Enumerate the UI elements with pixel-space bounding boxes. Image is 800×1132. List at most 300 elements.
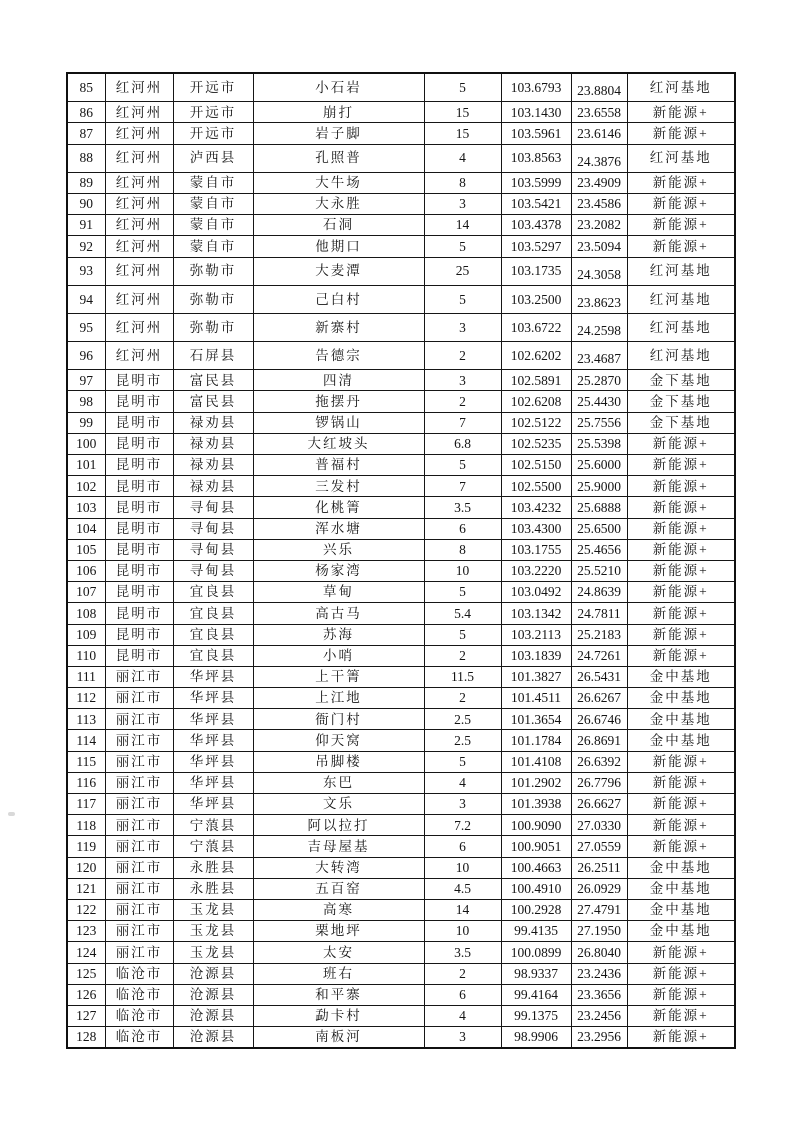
base-category-cell: 金下基地 (627, 370, 735, 391)
county-cell: 寻甸县 (173, 560, 253, 581)
site-name-cell: 和平寨 (253, 984, 424, 1005)
site-name-cell: 南板河 (253, 1027, 424, 1049)
site-name-cell: 东巴 (253, 772, 424, 793)
base-category-cell: 新能源+ (627, 603, 735, 624)
prefecture-cell: 红河州 (105, 342, 173, 370)
prefecture-cell: 红河州 (105, 172, 173, 193)
base-category-cell: 新能源+ (627, 1005, 735, 1026)
base-category-cell: 红河基地 (627, 285, 735, 313)
table-row (67, 370, 735, 391)
latitude-cell: 25.6888 (571, 497, 627, 518)
prefecture-cell: 丽江市 (105, 794, 173, 815)
site-name-cell: 孔照普 (253, 144, 424, 172)
row-number-cell: 103 (67, 497, 105, 518)
row-number-cell: 125 (67, 963, 105, 984)
county-cell: 沧源县 (173, 1005, 253, 1026)
site-name-cell: 草甸 (253, 582, 424, 603)
longitude-cell: 103.2220 (501, 560, 571, 581)
base-category-cell: 金中基地 (627, 688, 735, 709)
capacity-cell: 3.5 (424, 497, 501, 518)
row-number-cell: 127 (67, 1005, 105, 1026)
table-row (67, 645, 735, 666)
site-name-cell: 新寨村 (253, 313, 424, 341)
prefecture-cell: 昆明市 (105, 412, 173, 433)
prefecture-cell: 红河州 (105, 193, 173, 214)
site-name-cell: 吉母屋基 (253, 836, 424, 857)
latitude-cell: 25.5398 (571, 433, 627, 454)
row-number-cell: 99 (67, 412, 105, 433)
capacity-cell: 2 (424, 342, 501, 370)
county-cell: 沧源县 (173, 963, 253, 984)
latitude-cell: 24.3876 (571, 144, 627, 172)
prefecture-cell: 丽江市 (105, 751, 173, 772)
latitude-cell: 25.4430 (571, 391, 627, 412)
table-row (67, 963, 735, 984)
base-category-cell: 红河基地 (627, 73, 735, 102)
county-cell: 华坪县 (173, 666, 253, 687)
table-row (67, 603, 735, 624)
base-category-cell: 新能源+ (627, 560, 735, 581)
longitude-cell: 101.1784 (501, 730, 571, 751)
table-row (67, 285, 735, 313)
base-category-cell: 新能源+ (627, 645, 735, 666)
capacity-cell: 5 (424, 751, 501, 772)
latitude-cell: 23.5094 (571, 236, 627, 257)
capacity-cell: 5.4 (424, 603, 501, 624)
latitude-cell: 24.7811 (571, 603, 627, 624)
latitude-cell: 23.2456 (571, 1005, 627, 1026)
county-cell: 禄劝县 (173, 476, 253, 497)
site-name-cell: 衙门村 (253, 709, 424, 730)
row-number-cell: 91 (67, 215, 105, 236)
longitude-cell: 103.2500 (501, 285, 571, 313)
capacity-cell: 3 (424, 370, 501, 391)
prefecture-cell: 红河州 (105, 102, 173, 123)
capacity-cell: 2 (424, 963, 501, 984)
county-cell: 华坪县 (173, 730, 253, 751)
capacity-cell: 2 (424, 391, 501, 412)
county-cell: 开远市 (173, 73, 253, 102)
table-row (67, 921, 735, 942)
table-row (67, 412, 735, 433)
capacity-cell: 15 (424, 102, 501, 123)
site-name-cell: 上干箐 (253, 666, 424, 687)
longitude-cell: 103.1430 (501, 102, 571, 123)
site-name-cell: 栗地坪 (253, 921, 424, 942)
table-row (67, 193, 735, 214)
row-number-cell: 118 (67, 815, 105, 836)
prefecture-cell: 昆明市 (105, 518, 173, 539)
latitude-cell: 23.6146 (571, 123, 627, 144)
capacity-cell: 14 (424, 215, 501, 236)
row-number-cell: 93 (67, 257, 105, 285)
county-cell: 永胜县 (173, 857, 253, 878)
longitude-cell: 102.6202 (501, 342, 571, 370)
base-category-cell: 新能源+ (627, 836, 735, 857)
prefecture-cell: 红河州 (105, 257, 173, 285)
row-number-cell: 123 (67, 921, 105, 942)
longitude-cell: 103.1342 (501, 603, 571, 624)
site-name-cell: 三发村 (253, 476, 424, 497)
latitude-cell: 27.4791 (571, 899, 627, 920)
base-category-cell: 红河基地 (627, 144, 735, 172)
base-category-cell: 新能源+ (627, 518, 735, 539)
longitude-cell: 101.3654 (501, 709, 571, 730)
latitude-cell: 23.4909 (571, 172, 627, 193)
base-category-cell: 金中基地 (627, 666, 735, 687)
site-name-cell: 兴乐 (253, 539, 424, 560)
table-row (67, 899, 735, 920)
prefecture-cell: 昆明市 (105, 603, 173, 624)
site-name-cell: 班右 (253, 963, 424, 984)
row-number-cell: 120 (67, 857, 105, 878)
county-cell: 宜良县 (173, 624, 253, 645)
capacity-cell: 15 (424, 123, 501, 144)
row-number-cell: 105 (67, 539, 105, 560)
capacity-cell: 5 (424, 455, 501, 476)
county-cell: 开远市 (173, 123, 253, 144)
site-name-cell: 上江地 (253, 688, 424, 709)
base-category-cell: 新能源+ (627, 815, 735, 836)
row-number-cell: 102 (67, 476, 105, 497)
site-name-cell: 岩子脚 (253, 123, 424, 144)
county-cell: 永胜县 (173, 878, 253, 899)
longitude-cell: 103.8563 (501, 144, 571, 172)
base-category-cell: 金中基地 (627, 857, 735, 878)
row-number-cell: 95 (67, 313, 105, 341)
county-cell: 蒙自市 (173, 172, 253, 193)
county-cell: 华坪县 (173, 772, 253, 793)
latitude-cell: 25.7556 (571, 412, 627, 433)
site-name-cell: 大转湾 (253, 857, 424, 878)
table-row (67, 815, 735, 836)
capacity-cell: 3 (424, 794, 501, 815)
county-cell: 禄劝县 (173, 455, 253, 476)
base-category-cell: 金下基地 (627, 391, 735, 412)
row-number-cell: 106 (67, 560, 105, 581)
table-row (67, 433, 735, 454)
site-name-cell: 文乐 (253, 794, 424, 815)
prefecture-cell: 丽江市 (105, 730, 173, 751)
county-cell: 石屏县 (173, 342, 253, 370)
county-cell: 宜良县 (173, 582, 253, 603)
latitude-cell: 23.4687 (571, 342, 627, 370)
site-name-cell: 阿以拉打 (253, 815, 424, 836)
table-row (67, 857, 735, 878)
prefecture-cell: 临沧市 (105, 1027, 173, 1049)
row-number-cell: 121 (67, 878, 105, 899)
longitude-cell: 102.6208 (501, 391, 571, 412)
longitude-cell: 98.9906 (501, 1027, 571, 1049)
prefecture-cell: 红河州 (105, 285, 173, 313)
table-row (67, 236, 735, 257)
latitude-cell: 26.5431 (571, 666, 627, 687)
row-number-cell: 94 (67, 285, 105, 313)
prefecture-cell: 昆明市 (105, 539, 173, 560)
row-number-cell: 89 (67, 172, 105, 193)
latitude-cell: 26.6267 (571, 688, 627, 709)
row-number-cell: 126 (67, 984, 105, 1005)
row-number-cell: 108 (67, 603, 105, 624)
longitude-cell: 99.1375 (501, 1005, 571, 1026)
prefecture-cell: 丽江市 (105, 899, 173, 920)
base-category-cell: 红河基地 (627, 342, 735, 370)
latitude-cell: 24.8639 (571, 582, 627, 603)
site-name-cell: 石洞 (253, 215, 424, 236)
longitude-cell: 100.2928 (501, 899, 571, 920)
table-row (67, 144, 735, 172)
prefecture-cell: 丽江市 (105, 666, 173, 687)
longitude-cell: 103.1839 (501, 645, 571, 666)
row-number-cell: 111 (67, 666, 105, 687)
prefecture-cell: 昆明市 (105, 645, 173, 666)
latitude-cell: 26.8691 (571, 730, 627, 751)
capacity-cell: 2.5 (424, 730, 501, 751)
row-number-cell: 88 (67, 144, 105, 172)
row-number-cell: 114 (67, 730, 105, 751)
county-cell: 玉龙县 (173, 942, 253, 963)
row-number-cell: 119 (67, 836, 105, 857)
table-row (67, 984, 735, 1005)
capacity-cell: 5 (424, 73, 501, 102)
capacity-cell: 4 (424, 772, 501, 793)
capacity-cell: 2 (424, 688, 501, 709)
site-name-cell: 杨家湾 (253, 560, 424, 581)
longitude-cell: 102.5150 (501, 455, 571, 476)
base-category-cell: 新能源+ (627, 794, 735, 815)
row-number-cell: 98 (67, 391, 105, 412)
row-number-cell: 85 (67, 73, 105, 102)
prefecture-cell: 红河州 (105, 73, 173, 102)
longitude-cell: 99.4135 (501, 921, 571, 942)
table-row (67, 476, 735, 497)
longitude-cell: 102.5235 (501, 433, 571, 454)
table-row (67, 313, 735, 341)
prefecture-cell: 丽江市 (105, 878, 173, 899)
longitude-cell: 101.2902 (501, 772, 571, 793)
latitude-cell: 26.8040 (571, 942, 627, 963)
prefecture-cell: 昆明市 (105, 455, 173, 476)
table-row (67, 794, 735, 815)
prefecture-cell: 丽江市 (105, 772, 173, 793)
base-category-cell: 红河基地 (627, 257, 735, 285)
base-category-cell: 新能源+ (627, 772, 735, 793)
base-category-cell: 新能源+ (627, 582, 735, 603)
longitude-cell: 103.4378 (501, 215, 571, 236)
prefecture-cell: 丽江市 (105, 857, 173, 878)
table-row (67, 215, 735, 236)
table-row (67, 666, 735, 687)
longitude-cell: 101.3827 (501, 666, 571, 687)
latitude-cell: 25.2870 (571, 370, 627, 391)
longitude-cell: 100.9051 (501, 836, 571, 857)
county-cell: 弥勒市 (173, 285, 253, 313)
capacity-cell: 10 (424, 560, 501, 581)
county-cell: 寻甸县 (173, 518, 253, 539)
longitude-cell: 101.4511 (501, 688, 571, 709)
row-number-cell: 116 (67, 772, 105, 793)
capacity-cell: 2.5 (424, 709, 501, 730)
prefecture-cell: 昆明市 (105, 370, 173, 391)
base-category-cell: 红河基地 (627, 313, 735, 341)
row-number-cell: 107 (67, 582, 105, 603)
prefecture-cell: 昆明市 (105, 624, 173, 645)
capacity-cell: 5 (424, 582, 501, 603)
longitude-cell: 101.3938 (501, 794, 571, 815)
base-category-cell: 新能源+ (627, 123, 735, 144)
county-cell: 开远市 (173, 102, 253, 123)
capacity-cell: 7 (424, 412, 501, 433)
capacity-cell: 14 (424, 899, 501, 920)
table-row (67, 836, 735, 857)
site-name-cell: 吊脚楼 (253, 751, 424, 772)
latitude-cell: 23.2956 (571, 1027, 627, 1049)
prefecture-cell: 丽江市 (105, 921, 173, 942)
base-category-cell: 新能源+ (627, 942, 735, 963)
base-category-cell: 新能源+ (627, 963, 735, 984)
row-number-cell: 128 (67, 1027, 105, 1049)
latitude-cell: 27.1950 (571, 921, 627, 942)
latitude-cell: 23.2436 (571, 963, 627, 984)
county-cell: 禄劝县 (173, 412, 253, 433)
row-number-cell: 124 (67, 942, 105, 963)
latitude-cell: 25.2183 (571, 624, 627, 645)
table-row (67, 942, 735, 963)
prefecture-cell: 红河州 (105, 215, 173, 236)
capacity-cell: 6.8 (424, 433, 501, 454)
latitude-cell: 25.5210 (571, 560, 627, 581)
longitude-cell: 102.5122 (501, 412, 571, 433)
longitude-cell: 103.5961 (501, 123, 571, 144)
latitude-cell: 26.7796 (571, 772, 627, 793)
county-cell: 宁蒗县 (173, 836, 253, 857)
county-cell: 弥勒市 (173, 313, 253, 341)
county-cell: 玉龙县 (173, 899, 253, 920)
latitude-cell: 27.0559 (571, 836, 627, 857)
base-category-cell: 金下基地 (627, 412, 735, 433)
site-name-cell: 勐卡村 (253, 1005, 424, 1026)
county-cell: 宁蒗县 (173, 815, 253, 836)
county-cell: 蒙自市 (173, 236, 253, 257)
longitude-cell: 103.4300 (501, 518, 571, 539)
base-category-cell: 新能源+ (627, 215, 735, 236)
base-category-cell: 新能源+ (627, 433, 735, 454)
row-number-cell: 90 (67, 193, 105, 214)
county-cell: 寻甸县 (173, 539, 253, 560)
longitude-cell: 103.4232 (501, 497, 571, 518)
base-category-cell: 金中基地 (627, 921, 735, 942)
prefecture-cell: 丽江市 (105, 942, 173, 963)
capacity-cell: 8 (424, 539, 501, 560)
scan-artifact-speck (8, 812, 15, 816)
capacity-cell: 7.2 (424, 815, 501, 836)
site-name-cell: 大麦潭 (253, 257, 424, 285)
county-cell: 泸西县 (173, 144, 253, 172)
capacity-cell: 7 (424, 476, 501, 497)
table-row (67, 123, 735, 144)
site-name-cell: 他期口 (253, 236, 424, 257)
row-number-cell: 96 (67, 342, 105, 370)
latitude-cell: 23.6558 (571, 102, 627, 123)
capacity-cell: 6 (424, 836, 501, 857)
row-number-cell: 122 (67, 899, 105, 920)
table-row (67, 539, 735, 560)
row-number-cell: 86 (67, 102, 105, 123)
base-category-cell: 新能源+ (627, 984, 735, 1005)
prefecture-cell: 红河州 (105, 313, 173, 341)
longitude-cell: 103.5297 (501, 236, 571, 257)
site-name-cell: 大红坡头 (253, 433, 424, 454)
site-name-cell: 己白村 (253, 285, 424, 313)
longitude-cell: 103.5421 (501, 193, 571, 214)
prefecture-cell: 丽江市 (105, 688, 173, 709)
base-category-cell: 新能源+ (627, 476, 735, 497)
table-row (67, 582, 735, 603)
longitude-cell: 100.0899 (501, 942, 571, 963)
table-row (67, 1027, 735, 1049)
site-name-cell: 仰天窝 (253, 730, 424, 751)
latitude-cell: 23.8623 (571, 285, 627, 313)
site-name-cell: 小哨 (253, 645, 424, 666)
longitude-cell: 103.1755 (501, 539, 571, 560)
latitude-cell: 25.6500 (571, 518, 627, 539)
capacity-cell: 5 (424, 624, 501, 645)
latitude-cell: 26.6627 (571, 794, 627, 815)
prefecture-cell: 丽江市 (105, 836, 173, 857)
table-row (67, 1005, 735, 1026)
county-cell: 蒙自市 (173, 193, 253, 214)
site-name-cell: 苏海 (253, 624, 424, 645)
site-name-cell: 高古马 (253, 603, 424, 624)
site-name-cell: 崩打 (253, 102, 424, 123)
prefecture-cell: 昆明市 (105, 476, 173, 497)
table-row (67, 257, 735, 285)
site-name-cell: 大牛场 (253, 172, 424, 193)
latitude-cell: 26.2511 (571, 857, 627, 878)
county-cell: 华坪县 (173, 794, 253, 815)
capacity-cell: 2 (424, 645, 501, 666)
prefecture-cell: 昆明市 (105, 582, 173, 603)
longitude-cell: 100.9090 (501, 815, 571, 836)
table-row (67, 688, 735, 709)
table-row (67, 751, 735, 772)
site-name-cell: 锣锅山 (253, 412, 424, 433)
prefecture-cell: 临沧市 (105, 1005, 173, 1026)
table-row (67, 709, 735, 730)
row-number-cell: 109 (67, 624, 105, 645)
table-row (67, 102, 735, 123)
county-cell: 华坪县 (173, 709, 253, 730)
county-cell: 宜良县 (173, 645, 253, 666)
prefecture-cell: 临沧市 (105, 984, 173, 1005)
county-cell: 禄劝县 (173, 433, 253, 454)
prefecture-cell: 昆明市 (105, 497, 173, 518)
base-category-cell: 新能源+ (627, 102, 735, 123)
prefecture-cell: 临沧市 (105, 963, 173, 984)
table-row (67, 624, 735, 645)
county-cell: 华坪县 (173, 751, 253, 772)
longitude-cell: 99.4164 (501, 984, 571, 1005)
site-name-cell: 拖摆丹 (253, 391, 424, 412)
county-cell: 华坪县 (173, 688, 253, 709)
row-number-cell: 100 (67, 433, 105, 454)
longitude-cell: 102.5891 (501, 370, 571, 391)
longitude-cell: 100.4663 (501, 857, 571, 878)
capacity-cell: 4 (424, 144, 501, 172)
row-number-cell: 115 (67, 751, 105, 772)
row-number-cell: 101 (67, 455, 105, 476)
capacity-cell: 11.5 (424, 666, 501, 687)
